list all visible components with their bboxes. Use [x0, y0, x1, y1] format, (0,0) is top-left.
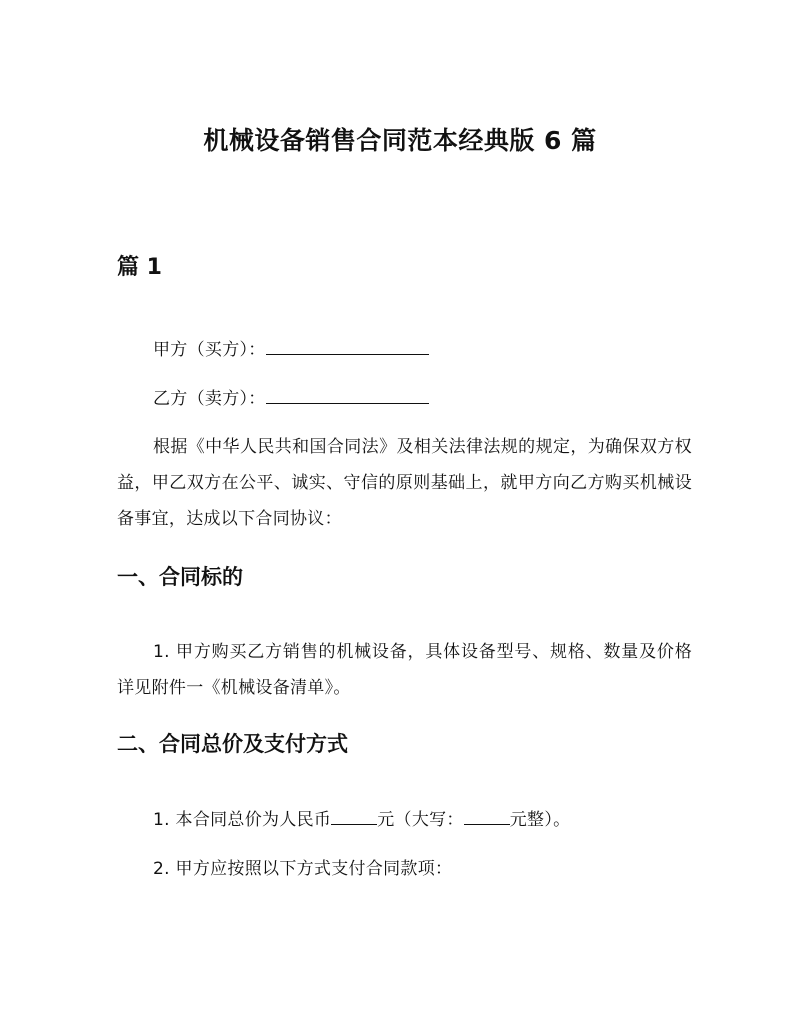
- total-price-prefix: 1. 本合同总价为人民币: [153, 810, 332, 830]
- total-price-mid: 元（大写：: [377, 810, 464, 830]
- price-capital-blank: [464, 806, 510, 825]
- party-b-label: 乙方（卖方）：: [153, 389, 266, 409]
- chapter-heading: 篇 1: [117, 255, 162, 280]
- party-a-label: 甲方（买方）：: [153, 340, 266, 360]
- section-2-item-1: [153, 802, 570, 838]
- document-title: 机械设备销售合同范本经典版 6 篇: [203, 126, 597, 155]
- section-2-item-2: 2. 甲方应按照以下方式支付合同款项：: [153, 859, 453, 879]
- party-a-blank: [266, 336, 429, 355]
- section-heading-price-payment: 二、合同总价及支付方式: [117, 732, 348, 756]
- section-1-item-1: 1. 甲方购买乙方销售的机械设备，具体设备型号、规格、数量及价格详见附件一《机械设备清单》。: [117, 642, 692, 698]
- party-b-line: [153, 381, 429, 417]
- total-price-suffix: 元整）。: [509, 810, 571, 830]
- party-b-blank: [266, 385, 429, 404]
- preamble-paragraph: 根据《中华人民共和国合同法》及相关法律法规的规定，为确保双方权益，甲乙双方在公平、诚实、守信的原则基础上，就甲方向乙方购买机械设备事宜，达成以下合同协议：: [117, 437, 692, 529]
- party-a-line: [153, 332, 429, 368]
- price-number-blank: [331, 806, 377, 825]
- section-heading-subject: 一、合同标的: [117, 565, 243, 589]
